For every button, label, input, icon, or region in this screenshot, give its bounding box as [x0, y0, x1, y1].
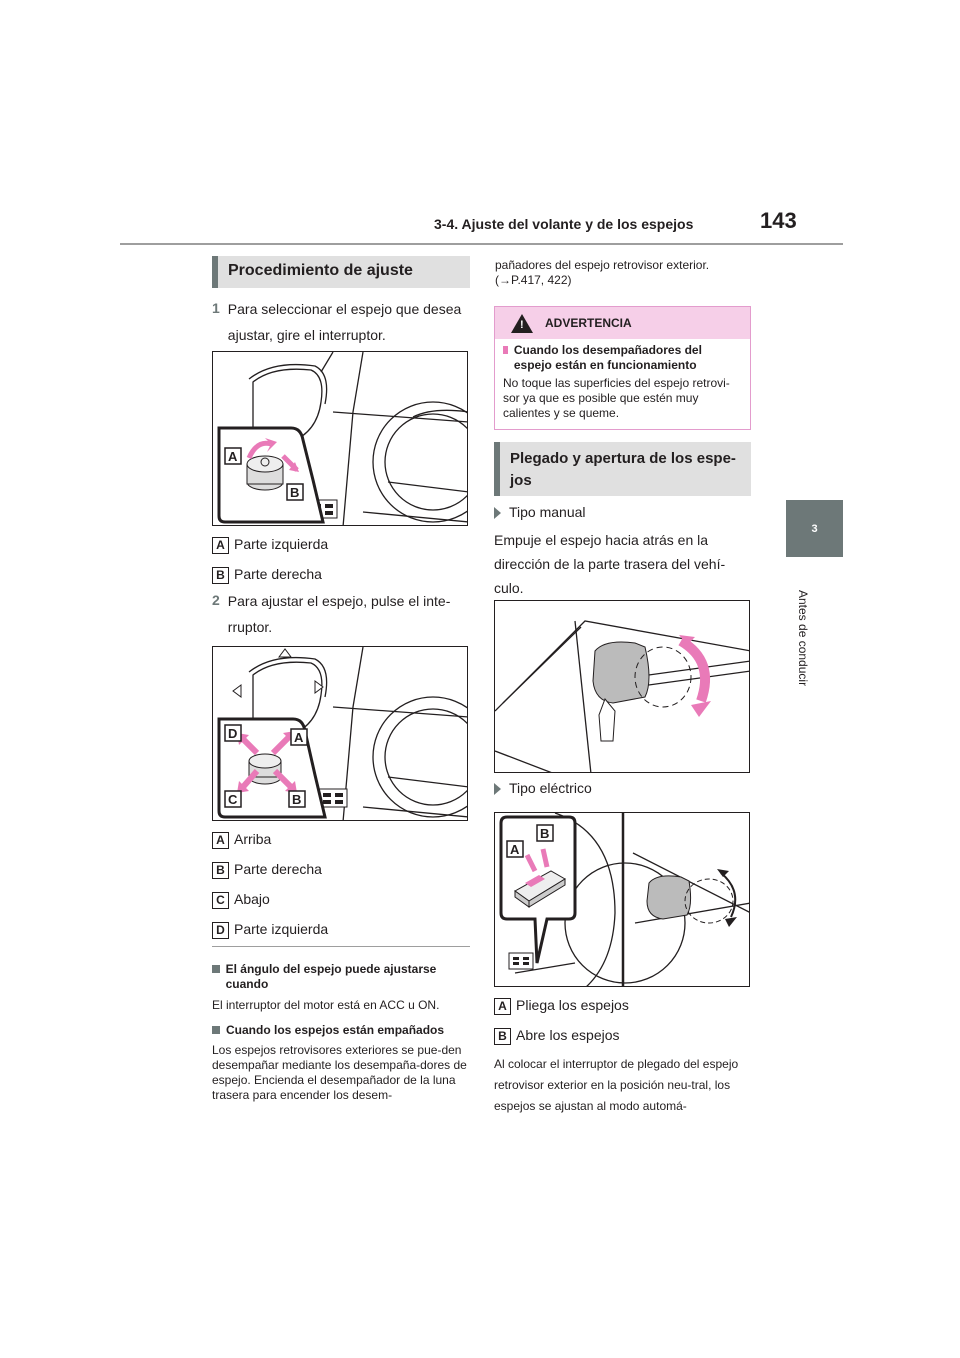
warning-triangle-icon: !: [511, 314, 533, 333]
legend-2-item: [212, 854, 470, 884]
note-1-text: El interruptor del motor está en ACC u ON.: [212, 998, 440, 1012]
triangle-bullet-icon: [494, 507, 501, 519]
note-1-title: El ángulo del espejo puede ajustarse cuando: [225, 962, 437, 991]
step-1-number: 1: [212, 300, 220, 316]
figure-manual-fold: [494, 600, 750, 773]
legend-4-item: [494, 990, 752, 1020]
legend-key: A: [494, 998, 511, 1015]
legend-4: [494, 990, 752, 1050]
notes-divider: [212, 946, 470, 947]
legend-text: Abre los espejos: [516, 1027, 620, 1043]
warning-body: [495, 339, 750, 421]
square-bullet-icon: [503, 346, 508, 354]
warning-item-title: Cuando los desempañadores del espejo están en funcionamiento: [513, 343, 702, 372]
section-heading-folding: Plegado y apertura de los espe-jos: [494, 442, 751, 496]
legend-key: B: [212, 862, 229, 879]
fig1-label-a: A: [228, 449, 238, 464]
square-bullet-icon: [212, 1026, 220, 1034]
step-2: [212, 588, 470, 640]
legend-1-item: [212, 559, 470, 589]
step-2-number: 2: [212, 592, 220, 608]
legend-text: Pliega los espejos: [516, 997, 629, 1013]
manual-type-text: Empuje el espejo hacia atrás en la dirección de la parte trasera del vehí-culo.: [494, 532, 726, 596]
chapter-side-label: Antes de conducir: [796, 590, 810, 687]
square-bullet-icon: [212, 965, 220, 973]
fig1-label-b: B: [290, 485, 300, 500]
legend-text: Parte izquierda: [234, 536, 329, 552]
note-2-title: Cuando los espejos están empañados: [226, 1023, 445, 1037]
warning-box: [494, 306, 751, 430]
final-text: Al colocar el interruptor de plegado del espejo retrovisor exterior en la posición neu-tral, los espejos se ajustan al modo automá-: [494, 1057, 739, 1113]
legend-key: A: [212, 537, 229, 554]
page-number: 143: [760, 208, 797, 233]
fig2-label-a: A: [294, 730, 304, 745]
step-1-text: Para seleccionar el espejo que desea ajustar, gire el interruptor.: [227, 301, 462, 343]
legend-4-item: [494, 1020, 752, 1050]
legend-key: A: [212, 832, 229, 849]
fig2-label-b: B: [292, 792, 302, 807]
mirror-adjust-illustration: [213, 647, 468, 821]
note-2-text: Los espejos retrovisores exteriores se pue-den desempañar mediante los desempaña-dores de espejo. Encienda el desempañador de la luna trasera para encender los desem-: [212, 1043, 467, 1102]
manual-fold-illustration: [495, 601, 750, 773]
triangle-bullet-icon: [494, 783, 501, 795]
warning-item-title-row: [503, 343, 742, 373]
legend-key: D: [212, 922, 229, 939]
chapter-number: 3: [811, 522, 818, 535]
legend-text: Parte derecha: [234, 861, 322, 877]
legend-text: Parte izquierda: [234, 921, 329, 937]
legend-1: [212, 529, 470, 589]
chapter-tab: [786, 500, 843, 557]
legend-2-item: [212, 884, 470, 914]
legend-text: Arriba: [234, 831, 272, 847]
legend-text: Parte derecha: [234, 566, 322, 582]
note-1-title-row: [212, 962, 470, 992]
fig2-label-c: C: [228, 792, 238, 807]
legend-1-item: [212, 529, 470, 559]
figure-mirror-adjust: [212, 646, 468, 821]
step-2-text: Para ajustar el espejo, pulse el inte-rruptor.: [227, 593, 451, 635]
continued-text: pañadores del espejo retrovisor exterior. (→P.417, 422): [495, 258, 710, 287]
legend-2-item: [212, 824, 470, 854]
figure-mirror-select: [212, 351, 468, 526]
fig2-label-d: D: [228, 726, 238, 741]
fig4-label-b: B: [540, 826, 550, 841]
note-2-title-row: [212, 1023, 470, 1038]
section-title: 3-4. Ajuste del volante y de los espejos: [434, 216, 694, 232]
legend-key: B: [494, 1028, 511, 1045]
legend-key: C: [212, 892, 229, 909]
warning-title: ADVERTENCIA: [545, 316, 632, 330]
legend-key: B: [212, 567, 229, 584]
step-1: [212, 296, 470, 348]
electric-type-label: Tipo eléctrico: [509, 780, 592, 796]
header-divider: [120, 243, 843, 245]
figure-electric-fold: [494, 812, 750, 987]
legend-text: Abajo: [234, 891, 270, 907]
legend-2: [212, 824, 470, 944]
electric-fold-illustration: [495, 813, 750, 987]
manual-type-row: [494, 500, 750, 524]
fig4-label-a: A: [510, 842, 520, 857]
electric-type-row: [494, 776, 750, 800]
warning-header: [495, 307, 750, 339]
warning-item-text: No toque las superficies del espejo retrovi-sor ya que es posible que estén muy calientes y se queme.: [503, 376, 730, 420]
manual-type-label: Tipo manual: [509, 504, 586, 520]
notes: [212, 962, 470, 1103]
legend-2-item: [212, 914, 470, 944]
section-heading-procedure: Procedimiento de ajuste: [212, 256, 470, 288]
mirror-select-illustration: [213, 352, 468, 526]
